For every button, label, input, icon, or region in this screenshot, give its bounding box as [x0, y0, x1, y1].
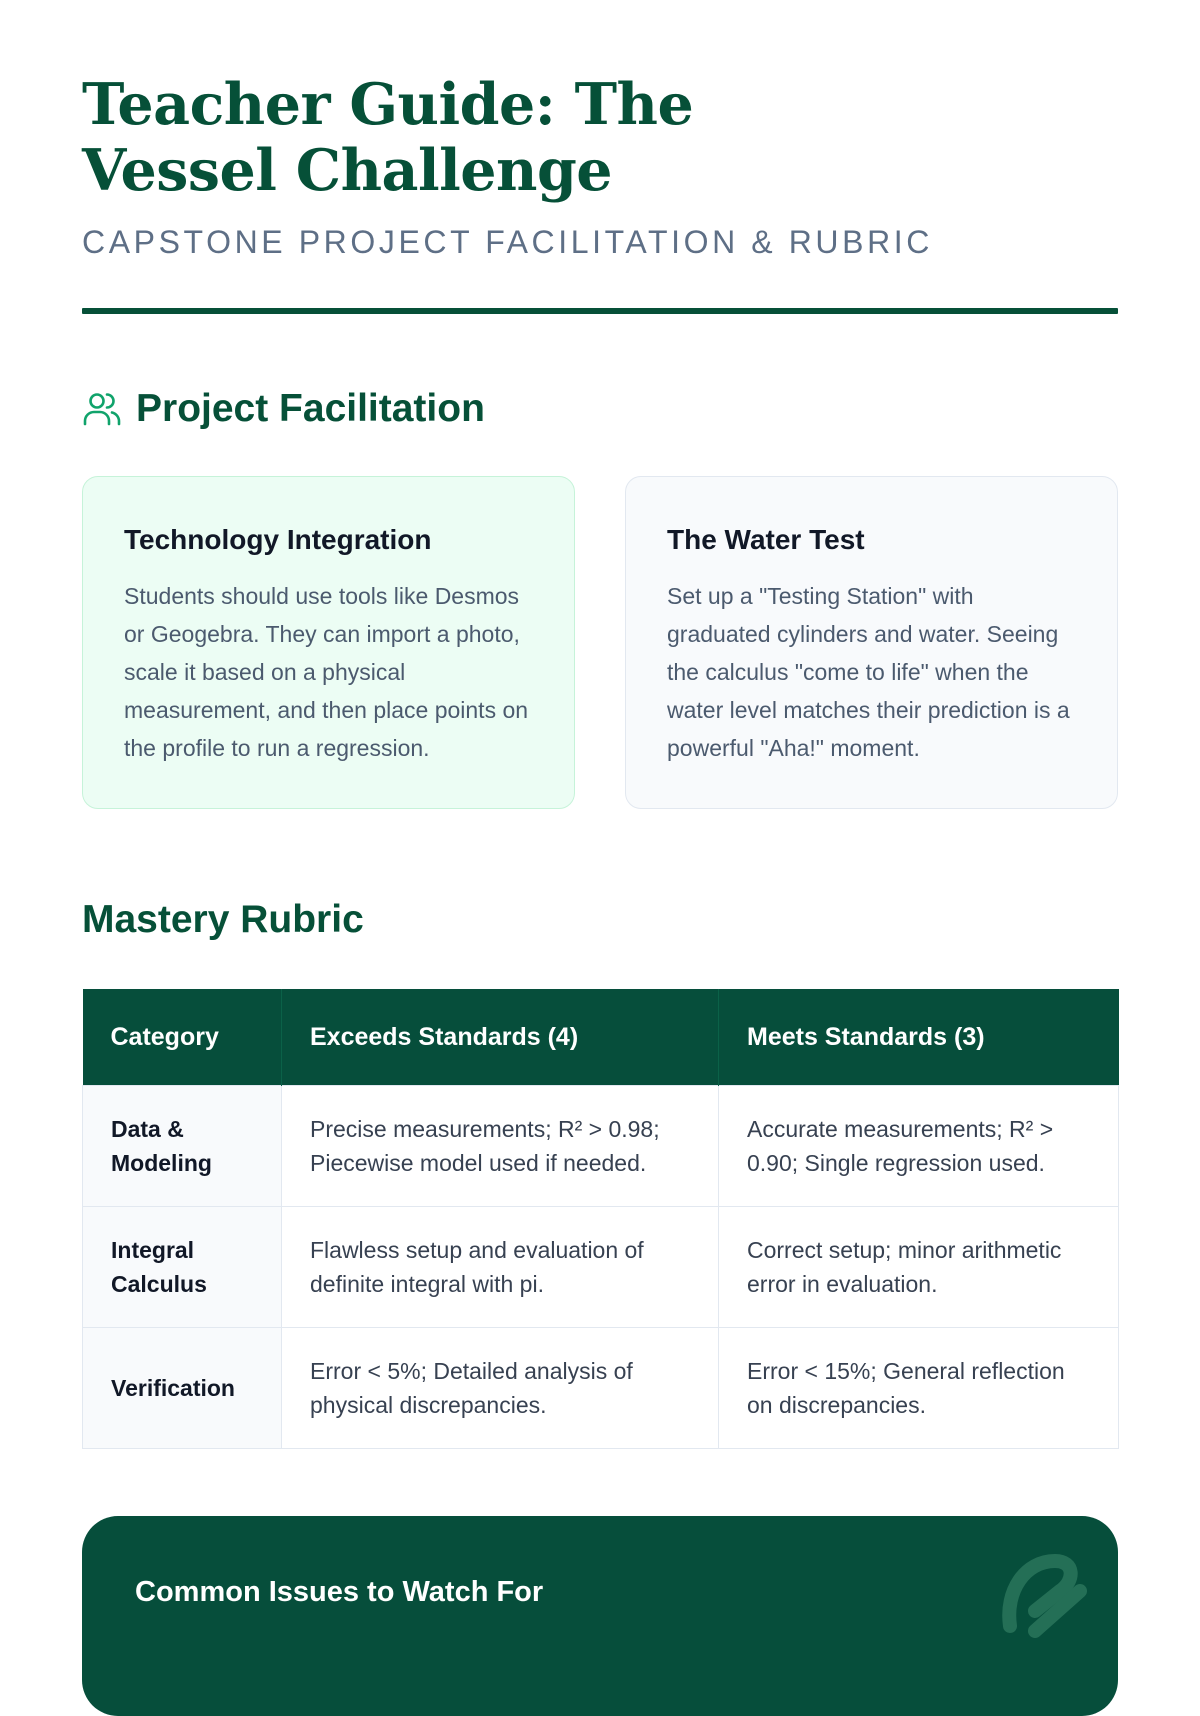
card-technology-integration — [82, 476, 575, 809]
card-title: The Water Test — [667, 524, 865, 555]
table-header-row — [83, 989, 1119, 1086]
column-header-exceeds: Exceeds Standards (4) — [282, 989, 719, 1086]
page-subtitle: CAPSTONE PROJECT FACILITATION & RUBRIC — [82, 224, 933, 260]
card-body: Students should use tools like Desmos or Geogebra. They can import a photo, scale it based on a physical measurement, and then place points on the profile to run a regression. — [124, 583, 529, 761]
facilitation-section-header — [82, 384, 1118, 434]
decorative-swoosh-icon — [990, 1546, 1090, 1646]
row-meets: Error < 15%; General reflection on discrepancies. — [719, 1328, 1119, 1449]
column-header-meets: Meets Standards (3) — [719, 989, 1119, 1086]
row-exceeds: Error < 5%; Detailed analysis of physical discrepancies. — [282, 1328, 719, 1449]
row-category: Verification — [83, 1328, 282, 1449]
row-meets: Accurate measurements; R² > 0.90; Single regression used. — [719, 1086, 1119, 1207]
page-title: Teacher Guide: The Vessel Challenge — [82, 71, 694, 204]
facilitation-cards — [82, 476, 1118, 809]
facilitation-heading: Project Facilitation — [136, 387, 485, 430]
card-title: Technology Integration — [124, 524, 432, 555]
row-exceeds: Precise measurements; R² > 0.98; Piecewise model used if needed. — [282, 1086, 719, 1207]
card-body: Set up a "Testing Station" with graduated cylinders and water. Seeing the calculus "come to life" when the water level matches their prediction is a powerful "Aha!" moment. — [667, 583, 1070, 761]
table-row — [83, 1086, 1119, 1207]
rubric-heading: Mastery Rubric — [82, 898, 364, 941]
common-issues-panel — [82, 1516, 1118, 1716]
column-header-category: Category — [83, 989, 282, 1086]
row-exceeds: Flawless setup and evaluation of definite integral with pi. — [282, 1207, 719, 1328]
header-divider — [82, 308, 1118, 314]
common-issues-heading: Common Issues to Watch For — [135, 1576, 544, 1608]
rubric-table — [82, 989, 1119, 1449]
table-row — [83, 1207, 1119, 1328]
card-water-test — [625, 476, 1118, 809]
row-meets: Correct setup; minor arithmetic error in evaluation. — [719, 1207, 1119, 1328]
users-icon — [82, 389, 122, 429]
row-category: Integral Calculus — [83, 1207, 282, 1328]
table-row — [83, 1328, 1119, 1449]
row-category: Data & Modeling — [83, 1086, 282, 1207]
